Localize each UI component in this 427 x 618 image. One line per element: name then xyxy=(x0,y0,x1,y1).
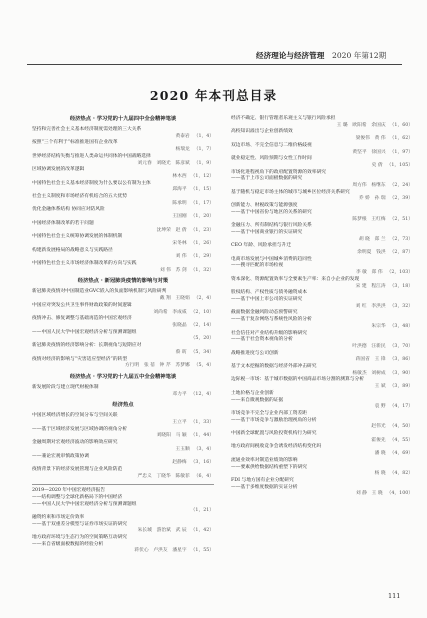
entry-pages: （3，90） xyxy=(389,370,413,376)
entry-authors: 刘尚希 李成威 xyxy=(153,309,187,315)
toc-entry xyxy=(32,248,214,261)
entry-pages: （2，103） xyxy=(386,270,413,276)
toc-entry xyxy=(231,458,413,465)
entry-title: 构建新发展格局的战略意义与实践路径 xyxy=(32,247,113,253)
entry-pages: （1，9） xyxy=(193,160,214,166)
entry-meta xyxy=(32,420,214,427)
entry-pages: （1，62） xyxy=(389,136,413,142)
entry-authors: 赵伟光 xyxy=(371,424,386,430)
entry-meta xyxy=(231,136,413,143)
journal-issue: 2020 年第12期 xyxy=(332,51,387,60)
entry-pages: （2，14） xyxy=(190,322,214,328)
entry-pages: （1，97） xyxy=(389,149,413,155)
entry-pages: （1，105） xyxy=(386,162,413,168)
entry-title: 电商市场发展与中国城乡消费的趋同性 xyxy=(231,256,312,262)
entry-title: 中国经济体制改革的若干问题 xyxy=(32,220,94,226)
toc-entry xyxy=(32,316,214,329)
toc-entry xyxy=(231,143,413,156)
entry-pages: （1，42） xyxy=(190,528,214,534)
toc-entry xyxy=(231,398,413,411)
entry-pages: （3，32） xyxy=(389,303,413,309)
entry-pages: （1，7） xyxy=(193,147,214,153)
entry-title: ——搜寻匹配的市场检视 xyxy=(231,263,284,269)
entry-title: 中国特色社会主义市场经济体制改革的方向与实践 xyxy=(32,261,137,267)
entry-title: 经济不确定、银行管理者乐观主义与银行风险承担 xyxy=(231,116,336,121)
toc-entry xyxy=(32,440,214,453)
entry-pages: （3，86） xyxy=(389,357,413,363)
page-number: 111 xyxy=(388,592,401,600)
entry-authors: 林木西 xyxy=(172,173,187,179)
entry-pages: （4，50） xyxy=(389,424,413,430)
entry-authors: 邱海平 xyxy=(172,187,187,193)
journal-header xyxy=(256,50,386,61)
entry-title: 市场竞争不完全与企业内部工资差距 xyxy=(231,410,308,416)
section-heading: 经济热点 · 学习党的十九届四中全会精神笔谈 xyxy=(69,116,177,122)
entry-authors: 梁俊伟 黄 伟 xyxy=(355,136,386,142)
entry-authors: 潘 晓 xyxy=(374,451,386,457)
entry-pages: （1，55） xyxy=(190,548,214,554)
toc-entry xyxy=(32,515,214,522)
entry-title: CEO 年龄、风险承担与升迁 xyxy=(231,243,292,249)
entry-meta xyxy=(231,384,413,391)
entry-title: 市场化进程视角下的政府配置资源的效率研究 xyxy=(231,169,327,175)
toc-entry xyxy=(32,207,214,220)
entry-title: ——中国人民大学中国宏观经济分析与预测课题组 xyxy=(32,329,137,335)
entry-pages: （1，26） xyxy=(190,240,214,246)
entry-title: 中国区域经济增长的空间分布与空间关联 xyxy=(32,413,118,419)
entry-title: 战略推进度与公司创新 xyxy=(231,350,279,356)
entry-pages: （2，87） xyxy=(389,250,413,256)
toc-entry xyxy=(231,377,413,390)
toc-entry xyxy=(32,303,214,316)
entry-title: ——基于区域经济发展与区域协调的视角分析 xyxy=(32,426,128,432)
toc-entry xyxy=(32,495,214,502)
toc-entry xyxy=(231,418,413,431)
entry-authors: 刘 红 李洪洪 xyxy=(355,303,386,309)
entry-pages: （3，4） xyxy=(193,446,214,452)
entry-title: 疫情对经济的影响与“灾害适应型经济”的转型 xyxy=(32,356,128,362)
entry-meta xyxy=(32,548,214,555)
entry-title: ——基于上市公司面板数据的研究 xyxy=(231,176,303,182)
entry-pages: （3，70） xyxy=(389,343,413,349)
toc-entry xyxy=(32,357,214,370)
entry-authors: 朱宗华 xyxy=(371,323,386,329)
entry-authors: 袁 野 xyxy=(374,404,386,410)
entry-title: 金融周期对宏观经济波动的影响效应研究 xyxy=(32,440,118,446)
entry-pages: （3，89） xyxy=(389,384,413,390)
entry-pages: （4，100） xyxy=(386,491,413,497)
toc-entry xyxy=(231,478,413,485)
toc-entry xyxy=(231,263,413,276)
entry-pages: （2，24） xyxy=(389,183,413,189)
toc-entry xyxy=(32,542,214,555)
entry-meta xyxy=(231,471,413,478)
section-heading: 经济热点 · 新冠肺炎疫情的影响与对策 xyxy=(77,278,169,285)
toc-entry xyxy=(32,289,214,302)
page-title: 2020 年本刊总目录 xyxy=(149,88,278,103)
toc-entry xyxy=(32,154,214,167)
toc-entry xyxy=(231,290,413,297)
entry-authors: 刘 静 王 晓 xyxy=(355,491,383,497)
entry-authors: 杨敏杰 刘树成 xyxy=(352,370,386,376)
journal-name: 经济理论与经济管理 xyxy=(256,51,325,60)
entry-authors: 陈梦根 王红梅 xyxy=(352,216,386,222)
entry-meta xyxy=(231,250,413,257)
entry-pages: （6，4） xyxy=(193,473,214,479)
entry-title: 疫情背景下的经济发展管理与企业风险防范 xyxy=(32,466,123,472)
entry-authors: 宋 建 程江涛 xyxy=(355,283,386,289)
toc-entry xyxy=(32,522,214,535)
entry-meta xyxy=(32,392,214,399)
entry-authors: 王 璐 欧阳希 余国庆 xyxy=(336,122,386,128)
toc-entry xyxy=(231,444,413,457)
toc-entry xyxy=(32,221,214,234)
entry-pages: （1，60） xyxy=(389,122,413,128)
entry-authors: 赵静梅 xyxy=(172,460,187,466)
entry-authors: 沈坤荣 赵 倩 xyxy=(156,227,187,233)
entry-pages: （2，39） xyxy=(389,196,413,202)
entry-meta xyxy=(231,344,413,351)
entry-authors: 蒋伏心 卢洪友 潘星宇 xyxy=(134,548,187,554)
toc-entry xyxy=(231,364,413,377)
entry-title: ——来自省级面板数据的经验分析 xyxy=(32,541,104,547)
entry-pages: （2，73） xyxy=(389,236,413,242)
entry-pages: （2，4） xyxy=(193,296,214,302)
entry-meta xyxy=(32,474,214,481)
toc-entry xyxy=(231,176,413,189)
entry-title: 高校知识溢出与企业创新绩效 xyxy=(231,129,293,135)
entry-pages: （1，29） xyxy=(190,254,214,260)
entry-pages: （3，18） xyxy=(389,283,413,289)
entry-authors: 霍俊先 xyxy=(371,437,386,443)
entry-meta xyxy=(32,460,214,467)
entry-pages: （1，44） xyxy=(190,433,214,439)
entry-meta xyxy=(32,350,214,357)
entry-title: 区域协调发展的改革逻辑 xyxy=(32,167,85,173)
entry-authors: 史 倩 xyxy=(371,162,383,168)
entry-title: 优化金融体系结构 协同应对防风险 xyxy=(32,207,105,213)
entry-authors: 戴 翔 王晓娟 xyxy=(159,296,190,302)
entry-title: ——要素供给数据结构重塑下的研究 xyxy=(231,464,308,470)
toc-entry xyxy=(32,127,214,140)
entry-title: 金融压力、所有制结构与银行风险关系 xyxy=(231,223,312,229)
entry-meta xyxy=(32,241,214,248)
entry-authors: 蔡 昉 xyxy=(175,349,187,355)
entry-authors: 杨 晓 xyxy=(374,471,386,477)
entry-pages: （1，12） xyxy=(190,173,214,179)
entry-authors: 刘 伟 苏 剑 xyxy=(159,267,187,273)
entry-title: 社会信任对产业结构升级的影响研究 xyxy=(231,330,308,336)
toc-entry xyxy=(32,413,214,426)
entry-authors: 宋冬林 xyxy=(172,240,187,246)
entry-authors: 周方伟 杨继东 xyxy=(352,183,386,189)
entry-authors: 乔 娇 孙 瑞 xyxy=(358,196,386,202)
entry-title: ——中国人民大学中国宏观经济分析与预测课题组 xyxy=(32,501,137,507)
entry-pages: （5，34） xyxy=(190,349,214,355)
entry-title: ——兼论宏观审慎政策协调 xyxy=(32,453,90,459)
entry-title: 土地价格与企业创新 xyxy=(231,390,274,396)
entry-title: ——基于多维度数据的实证分析 xyxy=(231,484,298,490)
entry-authors: 严忠义 丁晓华 陈敏菲 xyxy=(137,473,190,479)
entry-authors: 刘晓阳 马 颖 xyxy=(156,433,187,439)
entry-meta xyxy=(231,183,413,190)
entry-title: 地方政府环境与生态行为的空间策略互动研究 xyxy=(32,535,128,541)
entry-meta xyxy=(32,508,214,515)
entry-meta xyxy=(231,357,413,364)
toc-entry xyxy=(32,234,214,247)
entry-title: 中国特色社会主义基本经济制度为什么要以公有制为主体 xyxy=(32,180,151,186)
entry-title: 资本深化、资源配置效率与全要素生产率：来自小企业的发现 xyxy=(231,276,360,282)
entry-title: 基于文本挖掘的数据与经济外部冲击研究 xyxy=(231,364,317,370)
toc-entry xyxy=(231,391,413,398)
section-heading: 经济热点 xyxy=(112,402,134,409)
entry-title: ——基于中国商业银行的实证研究 xyxy=(231,229,303,235)
entry-title: 新发展阶段与建立现代财税体制 xyxy=(32,384,99,390)
entry-pages: （4，55） xyxy=(389,437,413,443)
entry-title: 中国特色社会主义统筹协调发展的体制机制 xyxy=(32,234,123,240)
entry-authors: 黄泰岩 xyxy=(175,133,190,139)
toc-entry xyxy=(32,467,214,480)
entry-title: 坚持和完善社会主义基本经济制度需处理的三大关系 xyxy=(32,127,142,132)
toc-entry xyxy=(231,317,413,330)
entry-meta xyxy=(231,491,413,498)
entry-title: 中国应对突发公共卫生事件财政政策的时间逻辑 xyxy=(32,302,132,308)
entry-pages: （1，23） xyxy=(190,227,214,233)
entry-title: 2019—2020 年中国宏观经济报告 xyxy=(32,488,106,494)
entry-meta xyxy=(32,363,214,370)
entry-title: 新冠肺炎疫情对中国制造业GVC嵌入的负面影响机制与风险研判 xyxy=(32,289,167,295)
toc-entry xyxy=(231,190,413,203)
toc-entry xyxy=(32,488,214,495)
entry-title: ——来自微观数据的证据 xyxy=(231,397,284,403)
entry-pages: （2，10） xyxy=(190,309,214,315)
entry-title: ——基于中国省份与地区的关系的研究 xyxy=(231,209,312,215)
entry-meta xyxy=(231,163,413,170)
entry-title: 基于随机与稳定市场主体的城市与城乡区位经济关系研究 xyxy=(231,189,350,195)
entry-authors: 王 斌 xyxy=(374,384,386,390)
entry-pages: （12，4） xyxy=(190,391,214,397)
entry-authors: 陈承明 xyxy=(172,200,187,206)
toc-entry xyxy=(32,181,214,194)
entry-title: 融资约束和市场定价效率 xyxy=(32,514,85,520)
section-divider xyxy=(32,484,214,485)
toc-entry xyxy=(32,140,214,153)
toc-entry xyxy=(231,203,413,210)
entry-meta xyxy=(231,324,413,331)
entry-title: 地方政府间税收竞争会诱发经济结构变化吗 xyxy=(231,444,322,450)
entry-title: 就业稳定性、风险预期与女性工作时间 xyxy=(231,156,312,162)
toc-entry xyxy=(32,330,214,343)
entry-authors: 刘 伟 xyxy=(175,254,187,260)
entry-title: ——基于复杂网络与系统性风险的分析 xyxy=(231,317,312,323)
entry-meta xyxy=(32,447,214,454)
entry-title: 疫情冲击、修复调整与基础再造的中国宏观经济 xyxy=(32,316,132,322)
entry-title: 截面数据金融风险动态预警研究 xyxy=(231,310,298,316)
entry-pages: （4，17） xyxy=(389,404,413,410)
entry-authors: 叶洪德 汪新民 xyxy=(352,343,386,349)
entry-pages: （1，32） xyxy=(190,267,214,273)
entry-meta xyxy=(32,147,214,154)
toc-entry xyxy=(32,427,214,440)
entry-meta xyxy=(32,214,214,221)
entry-meta xyxy=(32,268,214,275)
toc-entry xyxy=(32,385,214,398)
toc-entry xyxy=(231,351,413,364)
entry-pages: （1，17） xyxy=(190,200,214,206)
toc-entry xyxy=(231,485,413,498)
toc-entry xyxy=(231,411,413,418)
toc-entry xyxy=(231,210,413,223)
entry-title: ——基于市场竞争与激励治理视角的分析 xyxy=(231,417,317,423)
toc-entry xyxy=(231,465,413,478)
toc-entry xyxy=(231,431,413,444)
entry-authors: 邓力平 xyxy=(172,391,187,397)
entry-pages: （4，69） xyxy=(389,451,413,457)
entry-authors: 杨瑞龙 xyxy=(175,147,190,153)
entry-title: ——结构调整与全球化新格局下的中国经济 xyxy=(32,494,123,500)
entry-authors: 朱长城 游治斌 武 辰 xyxy=(137,528,187,534)
entry-authors: 方行明 张 蓓 钟 芹 苏梦娜 xyxy=(124,363,190,369)
toc-entry xyxy=(231,156,413,169)
entry-title: 创新能力、财税政策与能源强度 xyxy=(231,203,298,209)
entry-authors: 刘元春 刘晓光 陈彦斌 xyxy=(137,160,190,166)
entry-meta xyxy=(231,270,413,277)
entry-authors: 蒋国省 王 锋 xyxy=(355,357,386,363)
entry-authors xyxy=(32,508,187,515)
toc-entry xyxy=(32,167,214,180)
header-rule xyxy=(27,64,402,65)
toc-entry xyxy=(32,535,214,542)
entry-authors: 王国刚 xyxy=(172,214,187,220)
entry-title: 股权结构、产权性质与债务融资成本 xyxy=(231,290,308,296)
entry-title: 新冠肺炎疫情的经济影响分析：长期视角与短期应对 xyxy=(32,343,142,349)
entry-authors: 胡 晓 郑 兰 xyxy=(358,236,386,242)
entry-pages: （1，20） xyxy=(190,214,214,220)
entry-authors: 王玉顺 xyxy=(175,446,190,452)
entry-meta xyxy=(32,296,214,303)
toc-entry xyxy=(32,261,214,274)
toc-entry xyxy=(231,129,413,142)
entry-title: 按照“三个有利于”标准推进国有企业改革 xyxy=(32,140,118,146)
toc-entry xyxy=(231,277,413,290)
right-column xyxy=(231,116,413,498)
entry-title: FDI 与地方国有企业分配研究 xyxy=(231,477,294,483)
entry-title: 中国新全球配置与风险投资机构行为研究 xyxy=(231,431,317,437)
entry-pages: （3，48） xyxy=(389,323,413,329)
section-heading: 经济热点 · 学习党的十九届五中全会精神笔谈 xyxy=(69,373,177,380)
entry-pages: （1，4） xyxy=(193,133,214,139)
entry-title: ——基于中国上市公司的实证研究 xyxy=(231,296,303,302)
entry-title: 边际税一市场：基于城市数据的中国商品市场分割的测算与分析 xyxy=(231,377,365,383)
entry-authors: 李 敏 郑 伟 xyxy=(355,270,383,276)
toc-entry xyxy=(231,223,413,230)
entry-authors: 王立平 xyxy=(172,420,187,426)
entry-title: 流通业效率对制造业绩效的影响 xyxy=(231,457,298,463)
toc-entry xyxy=(231,297,413,310)
entry-authors: 余明夏 钱洪 xyxy=(357,250,386,256)
entry-authors: 张晓晶 xyxy=(172,322,187,328)
left-column xyxy=(32,116,214,555)
entry-pages: （1，15） xyxy=(190,187,214,193)
entry-title: 世界经济结构失衡与推进人类命运共同体的中国战略选择 xyxy=(32,153,151,159)
entry-meta xyxy=(231,404,413,411)
entry-pages: （1，33） xyxy=(190,420,214,426)
toc-entry xyxy=(32,194,214,207)
entry-title: ——基于社会资本视角的分析 xyxy=(231,337,293,343)
entry-meta xyxy=(32,174,214,181)
entry-meta xyxy=(32,323,214,330)
toc-entry xyxy=(231,337,413,350)
entry-title: 社会主义制度和市场经济有机结合的五大优势 xyxy=(32,194,128,200)
entry-meta xyxy=(231,451,413,458)
toc-entry xyxy=(231,116,413,129)
toc-entry xyxy=(32,343,214,356)
entry-authors: 黄坚平 徐国兴 xyxy=(352,149,386,155)
toc-entry xyxy=(32,502,214,515)
toc-entry xyxy=(231,243,413,256)
toc-entry xyxy=(32,454,214,467)
entry-pages: （1，21） xyxy=(190,508,214,514)
entry-title: 双边市场、不完全信息与二维价格歧视 xyxy=(231,142,312,148)
entry-title: ——基于双重差分模型与证券市场实证的研究 xyxy=(32,521,128,527)
entry-pages: （3，16） xyxy=(190,460,214,466)
entry-pages: （5，20） xyxy=(190,336,214,342)
toc-entry xyxy=(231,230,413,243)
entry-pages: （5，4） xyxy=(193,363,214,369)
entry-pages: （4，82） xyxy=(389,471,413,477)
entry-pages: （2，51） xyxy=(389,216,413,222)
